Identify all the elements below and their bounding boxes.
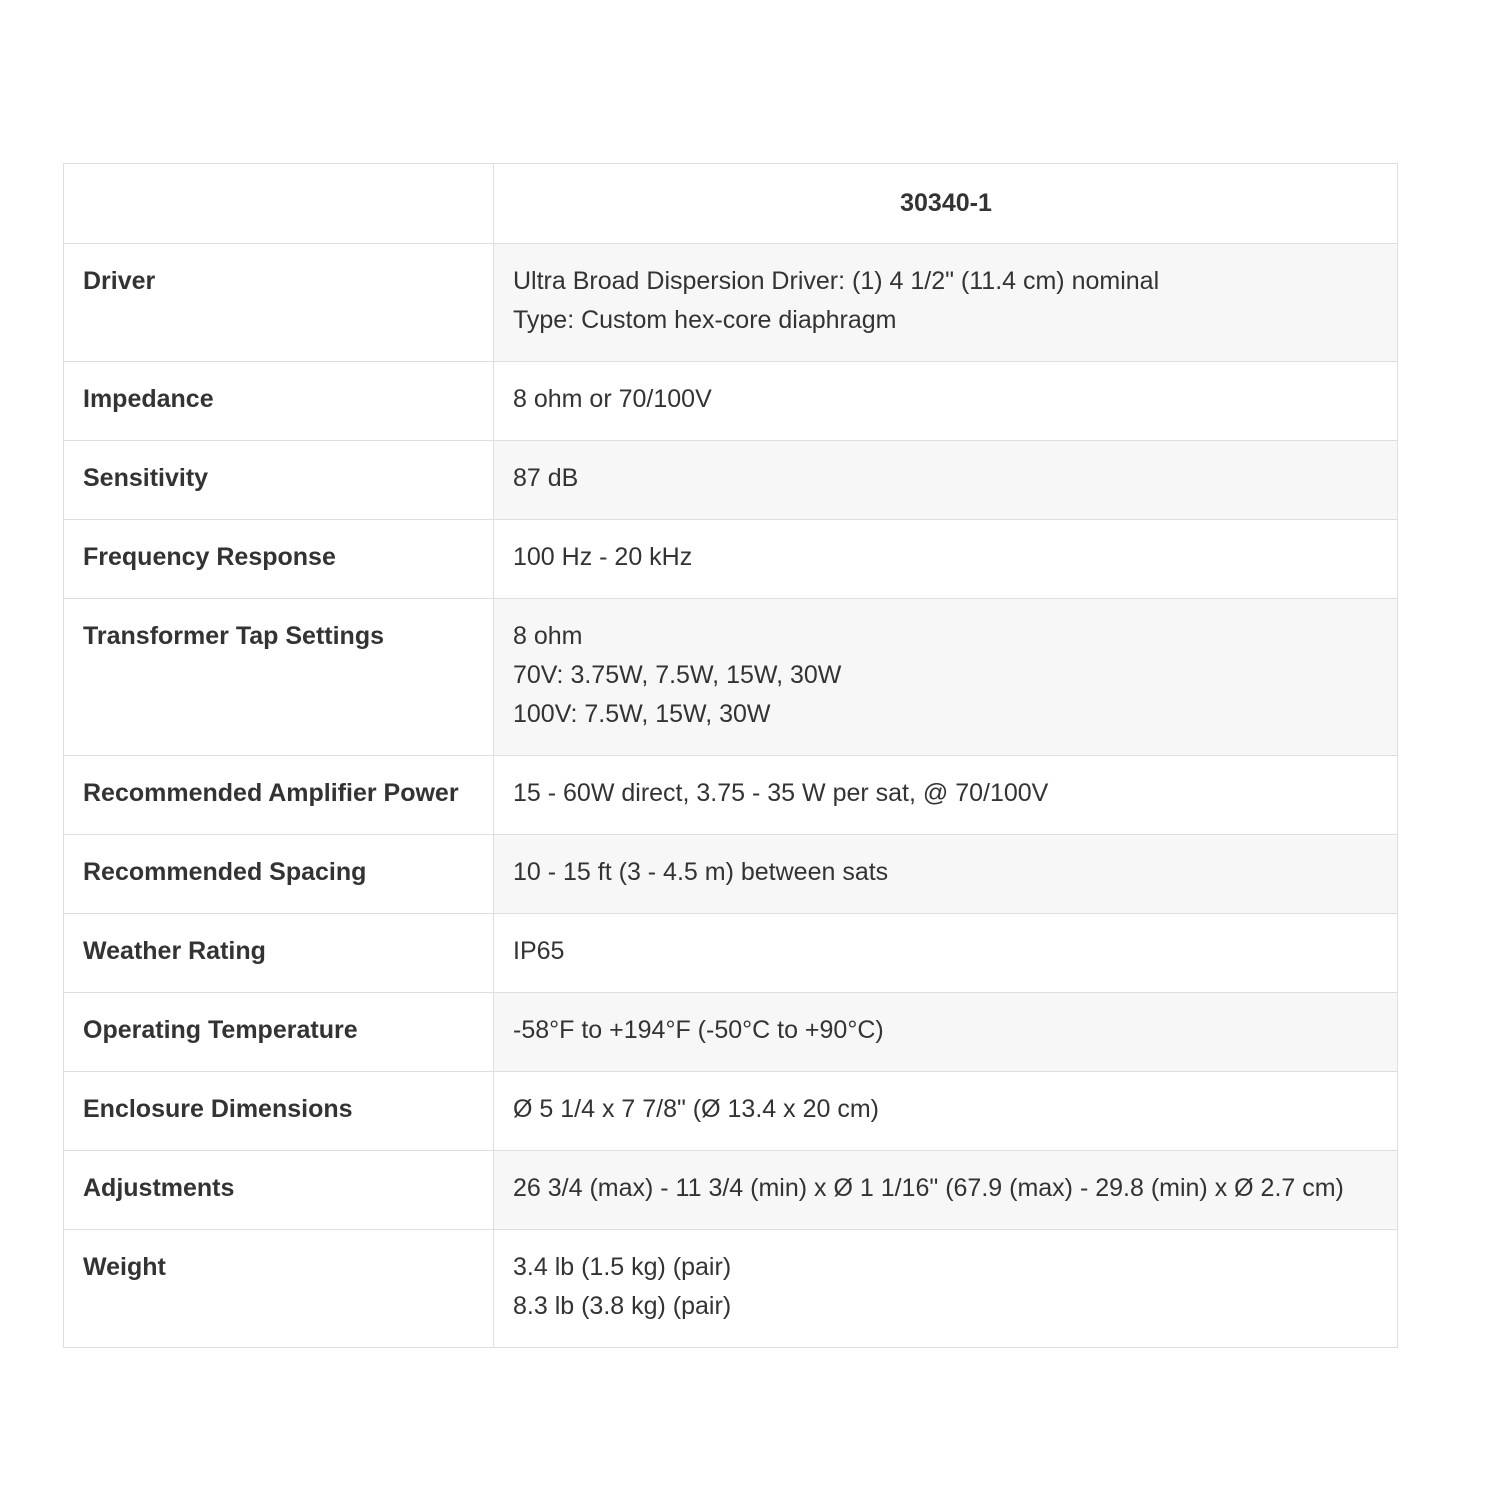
table-row [64, 756, 1398, 835]
table-row [64, 914, 1398, 993]
table-row [64, 993, 1398, 1072]
table-header-row [64, 164, 1398, 244]
spec-value-line: 100V: 7.5W, 15W, 30W [513, 700, 771, 728]
spec-value-line: 15 - 60W direct, 3.75 - 35 W per sat, @ 70/100V [513, 779, 1049, 807]
spec-value [494, 244, 1398, 362]
spec-label: Transformer Tap Settings [64, 599, 494, 756]
spec-value-line: 8.3 lb (3.8 kg) (pair) [513, 1292, 732, 1320]
spec-value [494, 520, 1398, 599]
spec-value-line: Type: Custom hex-core diaphragm [513, 306, 897, 334]
spec-label: Impedance [64, 362, 494, 441]
spec-label: Driver [64, 244, 494, 362]
header-label-cell [64, 164, 494, 244]
spec-value-line: Ultra Broad Dispersion Driver: (1) 4 1/2" (11.4 cm) nominal [513, 267, 1160, 295]
spec-value [494, 1151, 1398, 1230]
spec-value-line: Ø 5 1/4 x 7 7/8" (Ø 13.4 x 20 cm) [513, 1095, 879, 1123]
spec-value [494, 441, 1398, 520]
spec-value [494, 756, 1398, 835]
spec-value-line: 87 dB [513, 464, 579, 492]
spec-value-line: 70V: 3.75W, 7.5W, 15W, 30W [513, 661, 842, 689]
table-row [64, 835, 1398, 914]
spec-value [494, 1230, 1398, 1348]
spec-value-line: 3.4 lb (1.5 kg) (pair) [513, 1253, 732, 1281]
spec-value-line: IP65 [513, 937, 565, 965]
spec-value [494, 1072, 1398, 1151]
spec-value [494, 914, 1398, 993]
spec-label: Enclosure Dimensions [64, 1072, 494, 1151]
spec-label: Recommended Amplifier Power [64, 756, 494, 835]
spec-value [494, 835, 1398, 914]
table-row [64, 244, 1398, 362]
spec-label: Recommended Spacing [64, 835, 494, 914]
table-row [64, 599, 1398, 756]
spec-value-line: 8 ohm [513, 622, 583, 650]
spec-value-line: 100 Hz - 20 kHz [513, 543, 693, 571]
table-row [64, 1151, 1398, 1230]
spec-value [494, 599, 1398, 756]
spec-label: Sensitivity [64, 441, 494, 520]
table-row [64, 1072, 1398, 1151]
spec-label: Operating Temperature [64, 993, 494, 1072]
spec-value-line: 8 ohm or 70/100V [513, 385, 712, 413]
spec-label: Adjustments [64, 1151, 494, 1230]
spec-value [494, 362, 1398, 441]
spec-value [494, 993, 1398, 1072]
spec-value-line: 26 3/4 (max) - 11 3/4 (min) x Ø 1 1/16" (67.9 (max) - 29.8 (min) x Ø 2.7 cm) [513, 1174, 1344, 1202]
spec-label: Weight [64, 1230, 494, 1348]
spec-value-line: -58°F to +194°F (-50°C to +90°C) [513, 1016, 884, 1044]
spec-table [63, 163, 1398, 1348]
table-row [64, 1230, 1398, 1348]
spec-value-line: 10 - 15 ft (3 - 4.5 m) between sats [513, 858, 889, 886]
table-row [64, 520, 1398, 599]
table-row [64, 362, 1398, 441]
spec-label: Frequency Response [64, 520, 494, 599]
table-row [64, 441, 1398, 520]
model-number-header: 30340-1 [494, 164, 1398, 244]
spec-label: Weather Rating [64, 914, 494, 993]
